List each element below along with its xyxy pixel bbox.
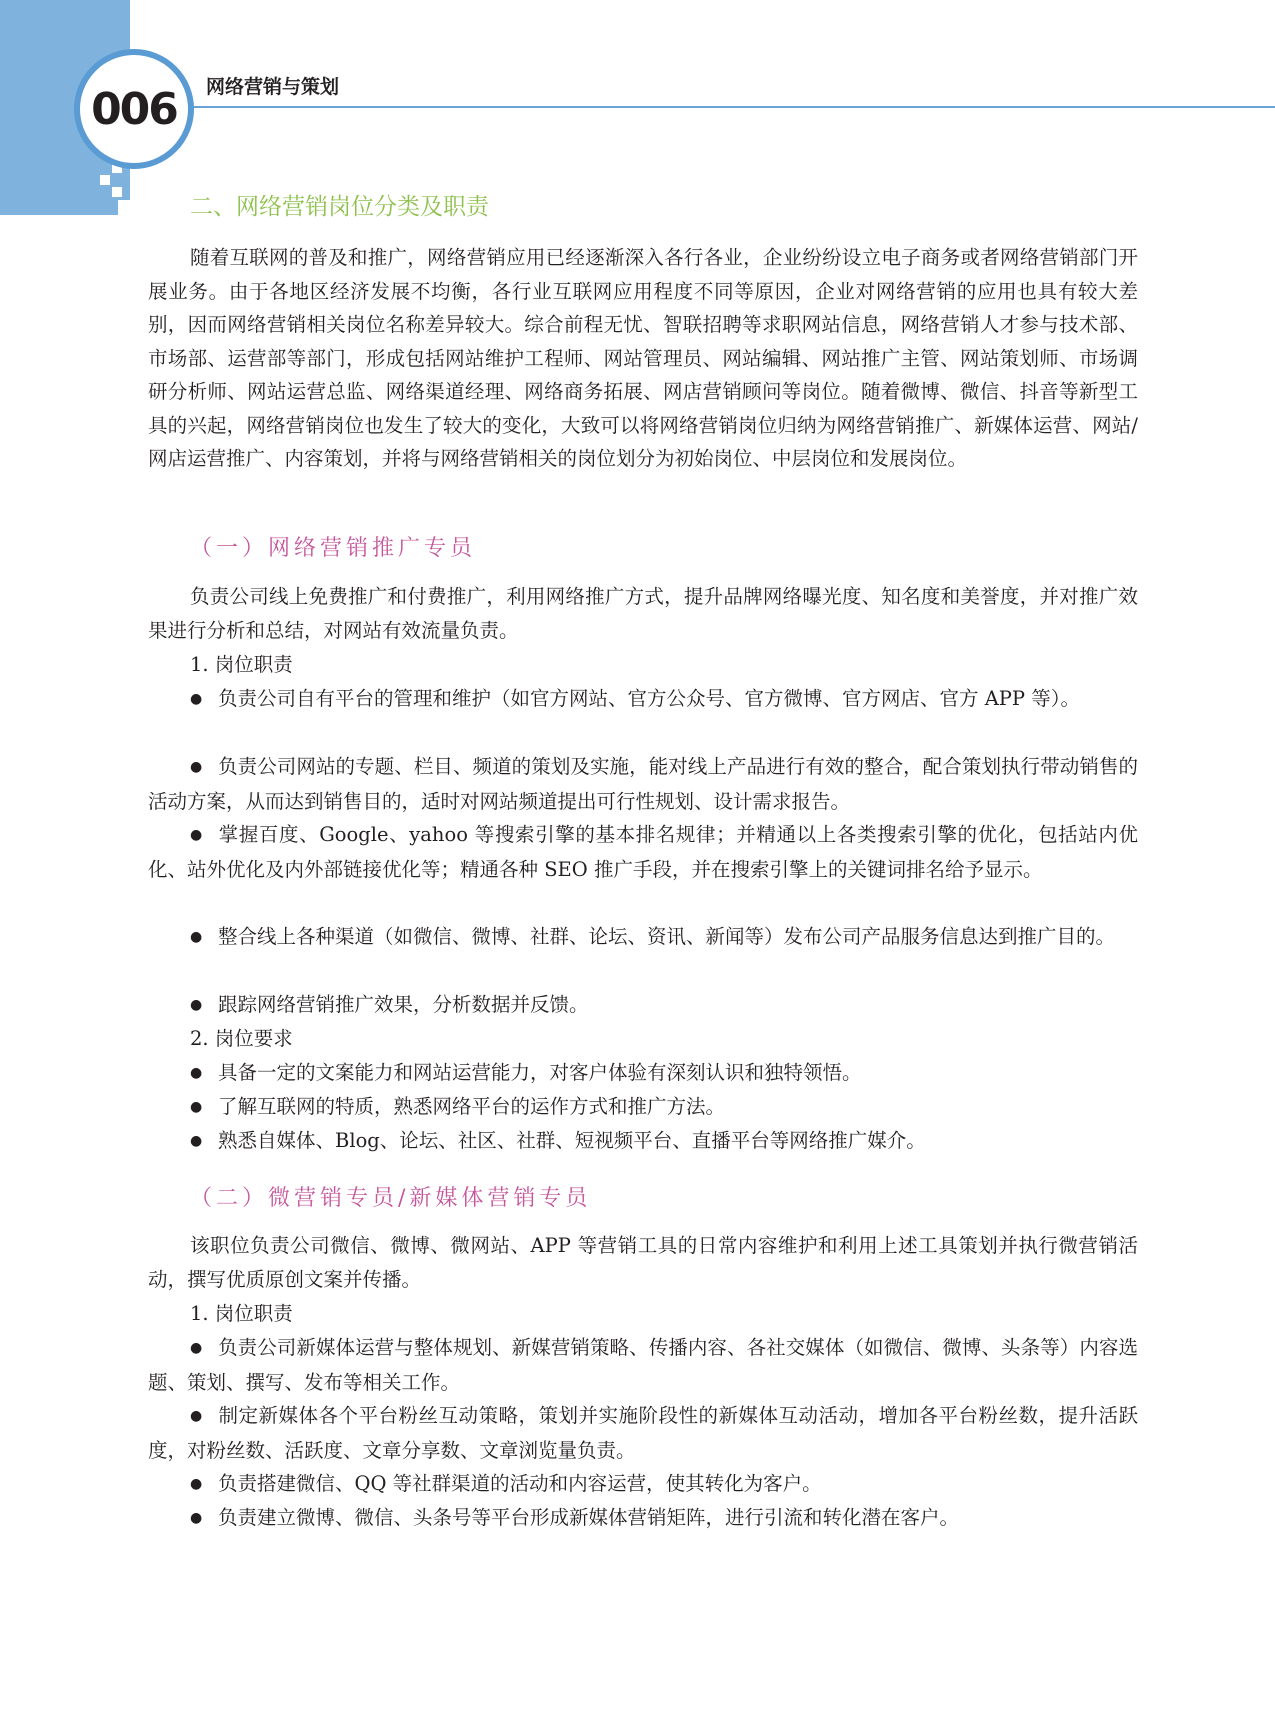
- list-item: [148, 1467, 1138, 1502]
- list-item-text: 负责建立微博、微信、头条号等平台形成新媒体营销矩阵，进行引流和转化潜在客户。: [218, 1506, 960, 1529]
- list-item-text: 负责公司网站的专题、栏目、频道的策划及实施，能对线上产品进行有效的整合，配合策划执行带动销售的活动方案，从而达到销售目的，适时对网站频道提出可行性规划、设计需求报告。: [148, 755, 1138, 813]
- header-rule: [170, 106, 1275, 108]
- bullet-icon: ●: [190, 1065, 203, 1081]
- list-item: [148, 818, 1138, 886]
- subsection-title: （二）微营销专员/新媒体营销专员: [190, 1186, 592, 1211]
- bullet-icon: ●: [190, 691, 203, 707]
- section-title: 二、网络营销岗位分类及职责: [190, 194, 489, 220]
- list-item: [148, 920, 1138, 955]
- page-number-badge: [74, 49, 194, 169]
- list-item: [148, 1124, 1138, 1159]
- bullet-icon: ●: [190, 929, 203, 945]
- requirements-label: 2. 岗位要求: [190, 1027, 293, 1050]
- list-item-text: 负责公司新媒体运营与整体规划、新媒营销策略、传播内容、各社交媒体（如微信、微博、头条等）内容选题、策划、撰写、发布等相关工作。: [148, 1336, 1138, 1394]
- bullet-icon: ●: [190, 1340, 203, 1356]
- subsection-title: （一）网络营销推广专员: [190, 536, 477, 561]
- list-item: [148, 750, 1138, 818]
- list-item-text: 负责搭建微信、QQ 等社群渠道的活动和内容运营，使其转化为客户。: [218, 1472, 822, 1495]
- list-item: [148, 682, 1138, 717]
- decor-square: [112, 187, 122, 197]
- decor-square: [100, 175, 110, 185]
- section-intro-paragraph: 随着互联网的普及和推广，网络营销应用已经逐渐深入各行各业，企业纷纷设立电子商务或者网络营销部门开展业务。由于各地区经济发展不均衡，各行业互联网应用程度不同等原因，企业对网络营销的应用也具有较大差别，因而网络营销相关岗位名称差异较大。综合前程无忧、智联招聘等求职网站信息，网络营销人才参与技术部、市场部、运营部等部门，形成包括网站维护工程师、网站管理员、网站编辑、网站推广主管、网站策划师、市场调研分析师、网站运营总监、网络渠道经理、网络商务拓展、网店营销顾问等岗位。随着微博、微信、抖音等新型工具的兴起，网络营销岗位也发生了较大的变化，大致可以将网络营销岗位归纳为网络营销推广、新媒体运营、网站/网店运营推广、内容策划，并将与网络营销相关的岗位划分为初始岗位、中层岗位和发展岗位。: [148, 246, 1138, 470]
- list-item-text: 制定新媒体各个平台粉丝互动策略，策划并实施阶段性的新媒体互动活动，增加各平台粉丝数，提升活跃度，对粉丝数、活跃度、文章分享数、文章浏览量负责。: [148, 1404, 1138, 1462]
- list-item-text: 负责公司自有平台的管理和维护（如官方网站、官方公众号、官方微博、官方网店、官方 APP 等）。: [218, 687, 1080, 710]
- page-number: 006: [91, 83, 177, 135]
- subsection-intro-paragraph: 该职位负责公司微信、微博、微网站、APP 等营销工具的日常内容维护和利用上述工具策划并执行微营销活动，撰写优质原创文案并传播。: [148, 1234, 1138, 1291]
- list-item: [148, 1331, 1138, 1399]
- duties-label: 1. 岗位职责: [190, 1302, 293, 1325]
- bullet-icon: ●: [190, 1099, 203, 1115]
- list-item-text: 具备一定的文案能力和网站运营能力，对客户体验有深刻认识和独特领悟。: [218, 1061, 862, 1084]
- subsection-intro-paragraph: 负责公司线上免费推广和付费推广，利用网络推广方式，提升品牌网络曝光度、知名度和美誉度，并对推广效果进行分析和总结，对网站有效流量负责。: [148, 585, 1138, 642]
- bullet-icon: ●: [190, 759, 203, 775]
- bullet-icon: ●: [190, 997, 203, 1013]
- list-item-text: 整合线上各种渠道（如微信、微博、社群、论坛、资讯、新闻等）发布公司产品服务信息达到推广目的。: [218, 925, 1116, 948]
- decor-square: [118, 200, 130, 215]
- list-item-text: 了解互联网的特质，熟悉网络平台的运作方式和推广方法。: [218, 1095, 726, 1118]
- bullet-icon: ●: [190, 1510, 203, 1526]
- bullet-icon: ●: [190, 1476, 203, 1492]
- duties-label: 1. 岗位职责: [190, 653, 293, 676]
- book-title: 网络营销与策划: [206, 76, 340, 98]
- list-item: [148, 988, 1138, 1023]
- list-item: [148, 1501, 1138, 1536]
- list-item-text: 掌握百度、Google、yahoo 等搜索引擎的基本排名规律；并精通以上各类搜索引擎的优化，包括站内优化、站外优化及内外部链接优化等；精通各种 SEO 推广手段，并在搜索引擎上的关键词排名给予显示。: [148, 823, 1138, 881]
- list-item-text: 跟踪网络营销推广效果，分析数据并反馈。: [218, 993, 589, 1016]
- bullet-icon: ●: [190, 1408, 203, 1424]
- list-item: [148, 1056, 1138, 1091]
- list-item-text: 熟悉自媒体、Blog、论坛、社区、社群、短视频平台、直播平台等网络推广媒介。: [218, 1129, 926, 1152]
- bullet-icon: ●: [190, 827, 203, 843]
- bullet-icon: ●: [190, 1133, 203, 1149]
- list-item: [148, 1399, 1138, 1467]
- list-item: [148, 1090, 1138, 1125]
